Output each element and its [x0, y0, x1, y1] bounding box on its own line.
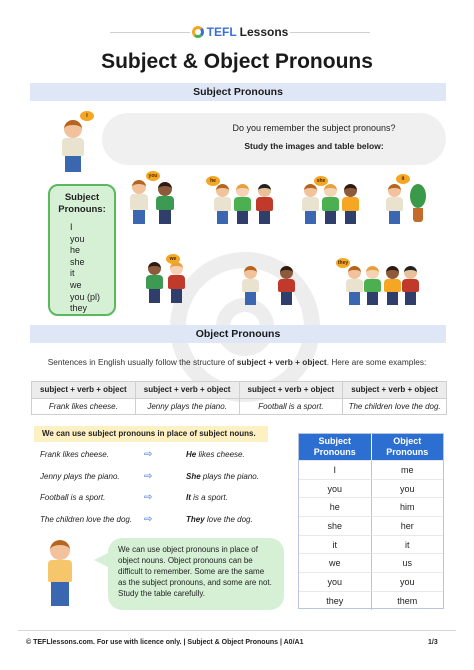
pronoun-list [56, 222, 108, 315]
page-title: Subject & Object Pronouns [101, 50, 373, 73]
svo-header: subject + verb + object [136, 382, 240, 398]
table-cell: it [299, 535, 372, 554]
table-cell: her [372, 516, 444, 535]
table-cell: she [299, 516, 372, 535]
list-item: you [70, 233, 85, 244]
svo-header-row [32, 382, 446, 399]
kid-it-illustration [384, 180, 408, 226]
divider [18, 630, 456, 631]
svo-header: subject + verb + object [240, 382, 344, 398]
swap-original: Football is a sport. [40, 493, 106, 502]
boy-illustration [56, 116, 88, 174]
swap-original: The children love the dog. [40, 515, 133, 524]
kids-he-illustration [206, 182, 276, 226]
table-cell: he [299, 497, 372, 516]
intro-post: . Here are some examples: [326, 357, 427, 367]
table-cell: it [372, 535, 444, 554]
svo-examples-table [31, 381, 447, 415]
swap-rest: plays the piano. [200, 472, 259, 481]
speech-bubble-it: it [396, 174, 410, 184]
object-pronoun-speech-bubble: We can use object pronouns in place of object nouns. Object pronouns can be difficult to remember. Some are the same as the subject pronouns, and some are not. Study the table carefully. [108, 538, 284, 610]
speech-bubble-they: they [337, 260, 349, 266]
swap-original: Jenny plays the piano. [40, 472, 120, 481]
swap-row [40, 472, 280, 486]
swap-row [40, 493, 280, 507]
kids-you-illustration [128, 178, 178, 226]
table-header-object: Object Pronouns [386, 436, 429, 457]
table-header-row [299, 434, 443, 460]
boy-pointing-illustration [40, 538, 80, 610]
swap-pronoun: They [186, 515, 205, 524]
bubble-instruction: Study the images and table below: [244, 141, 384, 151]
speech-bubble-we: we [166, 254, 180, 264]
structure-intro [0, 357, 474, 367]
footer-text: © TEFLlessons.com. For use with licence only. | Subject & Object Pronouns | A0/A1 [26, 639, 304, 646]
table-cell: them [372, 591, 444, 610]
speech-bubble-you: you [146, 171, 160, 181]
section-band-subject: Subject Pronouns [30, 83, 446, 101]
swap-result [186, 515, 253, 524]
heading-line-1: Subject [64, 192, 100, 203]
table-cell: him [372, 497, 444, 516]
logo-text-b: Lessons [239, 25, 289, 39]
section-band-object: Object Pronouns [30, 325, 446, 343]
table-row [299, 460, 443, 479]
list-item: he [70, 245, 81, 256]
subject-pronouns-box [48, 184, 116, 316]
svo-header: subject + verb + object [351, 385, 438, 394]
table-cell: I [299, 460, 372, 479]
table-row [299, 479, 443, 498]
swap-rest: is a sport. [190, 493, 228, 502]
table-cell: us [372, 553, 444, 572]
arrow-right-icon: ⇨ [144, 471, 153, 482]
swap-rest: likes cheese. [196, 450, 245, 459]
kids-she-illustration [302, 182, 362, 226]
table-row [299, 535, 443, 554]
table-row [299, 572, 443, 591]
logo-text-a: TEFL [206, 25, 237, 39]
speech-bubble-i: I [80, 111, 94, 121]
heading-line-2: Pronouns: [58, 204, 106, 215]
page-number: 1/3 [428, 639, 438, 646]
swap-pronoun: She [186, 472, 201, 481]
svo-header: subject + verb + object [32, 382, 136, 398]
arrow-right-icon: ⇨ [144, 449, 153, 460]
plant-icon [408, 184, 428, 226]
speech-bubble-she: she [314, 176, 328, 186]
logo-row [0, 24, 474, 40]
table-cell: you [372, 572, 444, 591]
divider [110, 32, 190, 33]
list-item: it [70, 268, 75, 279]
table-cell: they [299, 591, 372, 610]
intro-pre: Sentences in English usually follow the structure of [47, 357, 237, 367]
svo-example: Jenny plays the piano. [136, 399, 240, 415]
swap-result [186, 472, 259, 481]
intro-bold: subject + verb + object [236, 357, 327, 367]
swap-row [40, 515, 280, 529]
table-cell: we [299, 553, 372, 572]
table-cell: you [299, 479, 372, 498]
pronoun-table [298, 433, 444, 609]
logo [190, 24, 290, 40]
swap-pronoun: He [186, 450, 197, 459]
table-row [299, 497, 443, 516]
list-item: I [70, 222, 73, 232]
table-row [299, 591, 443, 610]
table-row [299, 553, 443, 572]
kids-they-illustration [344, 264, 420, 306]
list-item: you (pl) [70, 291, 101, 302]
swap-result [186, 450, 245, 459]
subject-box-heading [56, 192, 108, 216]
svo-example: Football is a sport. [240, 399, 344, 415]
list-item: we [70, 279, 82, 290]
swap-original: Frank likes cheese. [40, 450, 109, 459]
replace-note: We can use subject pronouns in place of subject nouns. [34, 426, 268, 442]
svo-example: The children love the dog. [348, 402, 441, 411]
arrow-right-icon: ⇨ [144, 492, 153, 503]
table-row [299, 516, 443, 535]
list-item: she [70, 256, 85, 267]
logo-ring-icon [192, 26, 204, 38]
bubble-question: Do you remember the subject pronouns? [232, 123, 396, 133]
swap-row [40, 450, 280, 464]
arrow-right-icon: ⇨ [144, 514, 153, 525]
swap-rest: love the dog. [204, 515, 253, 524]
intro-speech-bubble [102, 113, 446, 165]
speech-bubble-he: he [206, 176, 220, 186]
table-cell: you [299, 572, 372, 591]
svo-example-row [32, 399, 446, 415]
swap-result [186, 493, 228, 502]
kids-you-plural-illustration [240, 264, 300, 306]
table-cell: you [372, 479, 444, 498]
kids-we-illustration [144, 260, 194, 306]
divider [290, 32, 370, 33]
swap-pronoun: It [186, 493, 191, 502]
list-item: they [70, 303, 88, 314]
svo-example: Frank likes cheese. [32, 399, 136, 415]
table-header-subject: Subject Pronouns [299, 434, 372, 460]
table-cell: me [372, 460, 444, 479]
